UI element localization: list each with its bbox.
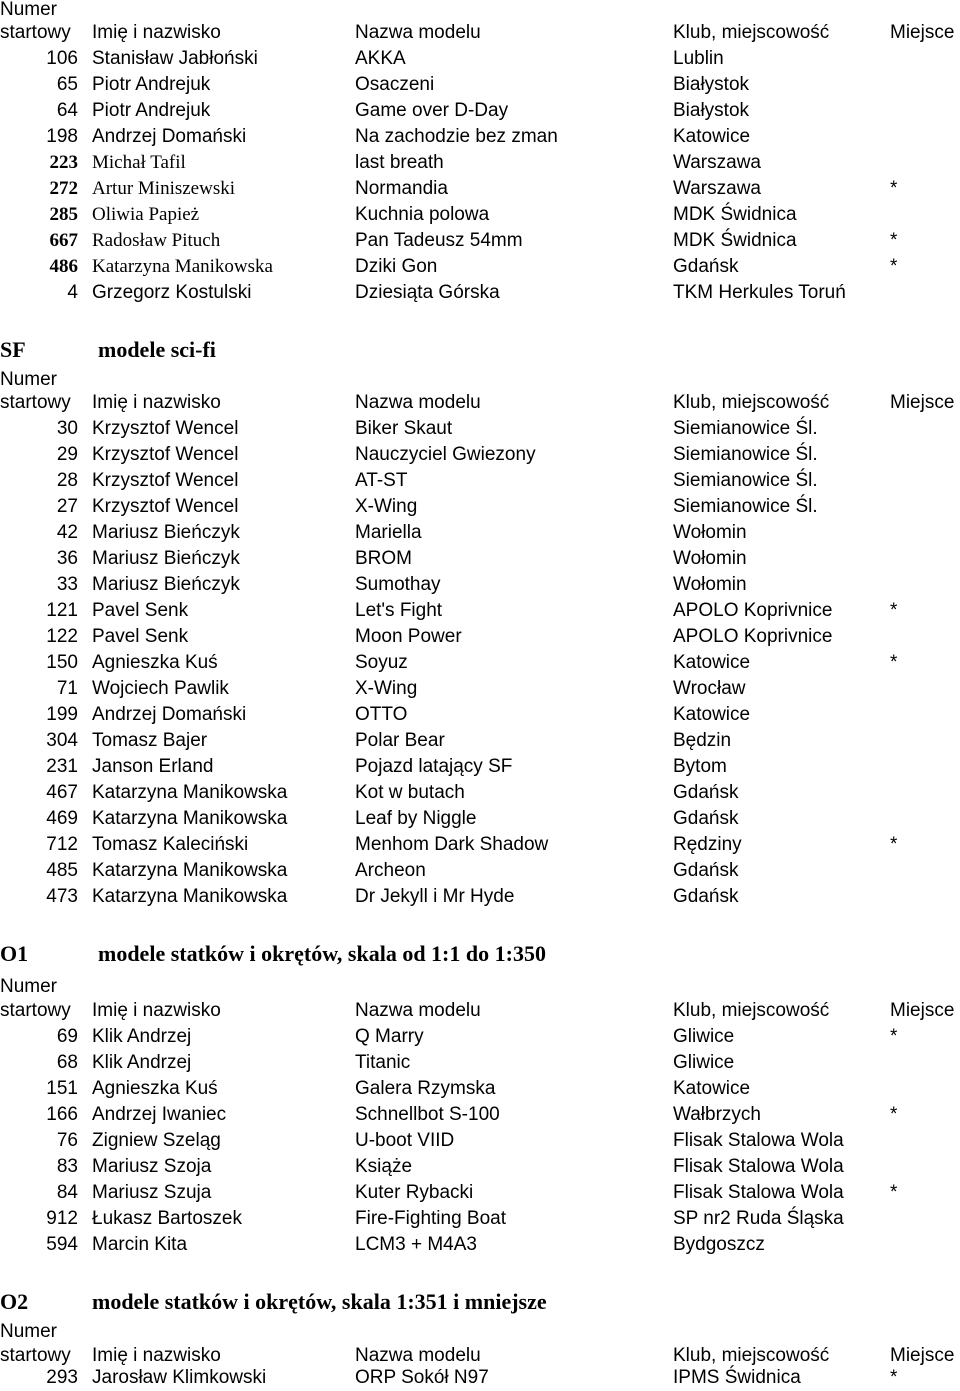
table-row: [0, 806, 960, 832]
participant-name: Pavel Senk: [92, 600, 189, 621]
header-name: Imię i nazwisko: [92, 1345, 221, 1366]
table-row: [0, 442, 960, 468]
header-name: Imię i nazwisko: [92, 392, 221, 413]
participant-name: Radosław Pituch: [92, 230, 221, 251]
header-club: Klub, miejscowość: [673, 22, 830, 43]
participant-name: Pavel Senk: [92, 626, 189, 647]
participant-name: Krzysztof Wencel: [92, 418, 239, 439]
table-row: [0, 754, 960, 780]
club-name: APOLO Koprivnice: [673, 600, 833, 621]
participant-name: Klik Andrzej: [92, 1026, 192, 1047]
participant-name: Katarzyna Manikowska: [92, 860, 288, 881]
start-number: 76: [56, 1130, 78, 1151]
table-row: [0, 1128, 960, 1154]
model-name: Dziesiąta Górska: [355, 282, 500, 303]
table-row: [0, 832, 960, 858]
start-number: 29: [56, 444, 78, 465]
model-name: Leaf by Niggle: [355, 808, 477, 829]
club-name: Wołomin: [673, 522, 747, 543]
table-header-line1: [0, 974, 960, 1000]
model-name: Game over D-Day: [355, 100, 509, 121]
table-row: [0, 572, 960, 598]
club-name: Gliwice: [673, 1026, 735, 1047]
place-mark: *: [890, 600, 898, 621]
table-row: [0, 176, 960, 202]
header-startowy: startowy: [0, 392, 71, 413]
table-row: [0, 650, 960, 676]
model-name: U-boot VIID: [355, 1130, 455, 1151]
participant-name: Artur Miniszewski: [92, 178, 236, 199]
club-name: Gdańsk: [673, 808, 739, 829]
header-name: Imię i nazwisko: [92, 22, 221, 43]
header-club: Klub, miejscowość: [673, 1345, 830, 1366]
table-row: [0, 884, 960, 910]
header-place: Miejsce: [890, 1000, 955, 1021]
club-name: Gliwice: [673, 1052, 735, 1073]
start-number: 166: [46, 1104, 78, 1125]
club-name: Siemianowice Śl.: [673, 418, 818, 439]
header-numer: Numer: [0, 1321, 58, 1342]
club-name: Będzin: [673, 730, 732, 751]
header-model: Nazwa modelu: [355, 1000, 481, 1021]
participant-name: Piotr Andrejuk: [92, 74, 211, 95]
club-name: Siemianowice Śl.: [673, 444, 818, 465]
model-name: Kot w butach: [355, 782, 465, 803]
club-name: Gdańsk: [673, 782, 739, 803]
table-row: [0, 416, 960, 442]
start-number: 4: [67, 282, 78, 303]
club-name: MDK Świdnica: [673, 204, 797, 225]
participant-name: Katarzyna Manikowska: [92, 782, 288, 803]
model-name: AT-ST: [355, 470, 408, 491]
start-number: 106: [46, 48, 78, 69]
participant-name: Katarzyna Manikowska: [92, 886, 288, 907]
model-name: Nauczyciel Gwiezony: [355, 444, 536, 465]
club-name: TKM Herkules Toruń: [673, 282, 846, 303]
start-number: 71: [56, 678, 78, 699]
model-name: Mariella: [355, 522, 422, 543]
participant-name: Grzegorz Kostulski: [92, 282, 252, 303]
club-name: Gdańsk: [673, 860, 739, 881]
section-code: O2: [0, 1289, 29, 1314]
section-code: O1: [0, 941, 29, 966]
model-name: Soyuz: [355, 652, 408, 673]
model-name: Fire-Fighting Boat: [355, 1208, 507, 1229]
model-name: Kuchnia polowa: [355, 204, 490, 225]
start-number: 304: [46, 730, 78, 751]
model-name: Kuter Rybacki: [355, 1182, 474, 1203]
start-number: 272: [49, 178, 78, 199]
model-name: OTTO: [355, 704, 408, 725]
table-row: [0, 702, 960, 728]
table-row: [0, 1232, 960, 1258]
header-numer: Numer: [0, 369, 58, 390]
header-place: Miejsce: [890, 22, 955, 43]
table-row: [0, 254, 960, 280]
start-number: 198: [46, 126, 78, 147]
header-numer: Numer: [0, 0, 58, 20]
start-number: 121: [46, 600, 78, 621]
participant-name: Andrzej Domański: [92, 126, 247, 147]
club-name: Bydgoszcz: [673, 1234, 765, 1255]
place-mark: *: [890, 652, 898, 673]
model-name: Polar Bear: [355, 730, 445, 751]
participant-name: Mariusz Szuja: [92, 1182, 212, 1203]
model-name: Na zachodzie bez zman: [355, 126, 558, 147]
table-row: [0, 1180, 960, 1206]
start-number: 667: [49, 230, 78, 251]
start-number: 151: [46, 1078, 78, 1099]
start-number: 69: [56, 1026, 78, 1047]
model-name: Titanic: [355, 1052, 411, 1073]
start-number: 199: [46, 704, 78, 725]
start-number: 485: [46, 860, 78, 881]
start-number: 912: [46, 1208, 78, 1229]
table-row: [0, 1365, 960, 1391]
participant-name: Klik Andrzej: [92, 1052, 192, 1073]
club-name: Wrocław: [673, 678, 746, 699]
club-name: Gdańsk: [673, 256, 739, 277]
model-name: ORP Sokół N97: [355, 1367, 489, 1388]
header-startowy: startowy: [0, 22, 71, 43]
start-number: 150: [46, 652, 78, 673]
model-name: Dr Jekyll i Mr Hyde: [355, 886, 515, 907]
section-heading-sf: [0, 335, 960, 365]
participant-name: Mariusz Bieńczyk: [92, 548, 240, 569]
club-name: MDK Świdnica: [673, 230, 797, 251]
model-name: Menhom Dark Shadow: [355, 834, 549, 855]
header-startowy: startowy: [0, 1000, 71, 1021]
participant-name: Mariusz Bieńczyk: [92, 574, 240, 595]
place-mark: *: [890, 178, 898, 199]
participant-name: Mariusz Szoja: [92, 1156, 212, 1177]
club-name: Rędziny: [673, 834, 742, 855]
club-name: Lublin: [673, 48, 724, 69]
model-name: Archeon: [355, 860, 426, 881]
model-name: Galera Rzymska: [355, 1078, 496, 1099]
club-name: Białystok: [673, 74, 750, 95]
start-number: 594: [46, 1234, 78, 1255]
model-name: X-Wing: [355, 496, 418, 517]
model-name: X-Wing: [355, 678, 418, 699]
participant-name: Jarosław Klimkowski: [92, 1367, 267, 1388]
participant-name: Agnieszka Kuś: [92, 652, 218, 673]
participant-name: Krzysztof Wencel: [92, 496, 239, 517]
start-number: 469: [46, 808, 78, 829]
table-row: [0, 124, 960, 150]
table-row: [0, 46, 960, 72]
table-row: [0, 780, 960, 806]
model-name: Osaczeni: [355, 74, 435, 95]
model-name: Sumothay: [355, 574, 441, 595]
header-numer: Numer: [0, 976, 58, 997]
header-club: Klub, miejscowość: [673, 1000, 830, 1021]
table-row: [0, 1102, 960, 1128]
table-row: [0, 280, 960, 306]
club-name: SP nr2 Ruda Śląska: [673, 1208, 844, 1229]
header-model: Nazwa modelu: [355, 22, 481, 43]
model-name: Pojazd latający SF: [355, 756, 513, 777]
club-name: Katowice: [673, 126, 751, 147]
table-header: [0, 20, 960, 46]
participant-name: Tomasz Kaleciński: [92, 834, 249, 855]
club-name: Warszawa: [673, 178, 761, 199]
place-mark: *: [890, 230, 898, 251]
section-title: modele sci-fi: [98, 337, 216, 362]
participant-name: Łukasz Bartoszek: [92, 1208, 242, 1229]
table-row: [0, 98, 960, 124]
club-name: Flisak Stalowa Wola: [673, 1130, 844, 1151]
participant-name: Zigniew Szeląg: [92, 1130, 221, 1151]
club-name: Katowice: [673, 1078, 751, 1099]
section-code: SF: [0, 337, 26, 362]
model-name: Schnellbot S-100: [355, 1104, 500, 1125]
table-row: [0, 520, 960, 546]
start-number: 33: [56, 574, 78, 595]
club-name: Bytom: [673, 756, 727, 777]
place-mark: *: [890, 1367, 898, 1388]
club-name: Gdańsk: [673, 886, 739, 907]
start-number: 27: [56, 496, 78, 517]
header-club: Klub, miejscowość: [673, 392, 830, 413]
table-row: [0, 598, 960, 624]
participant-name: Krzysztof Wencel: [92, 470, 239, 491]
header-name: Imię i nazwisko: [92, 1000, 221, 1021]
table-row: [0, 228, 960, 254]
table-row: [0, 624, 960, 650]
start-number: 293: [46, 1367, 78, 1388]
club-name: Katowice: [673, 704, 751, 725]
section-heading-o2: [0, 1287, 960, 1317]
table-row: [0, 676, 960, 702]
club-name: Siemianowice Śl.: [673, 470, 818, 491]
model-name: last breath: [355, 152, 444, 173]
place-mark: *: [890, 834, 898, 855]
participant-name: Oliwia Papież: [92, 204, 200, 225]
table-row: [0, 728, 960, 754]
participant-name: Katarzyna Manikowska: [92, 808, 288, 829]
model-name: Książe: [355, 1156, 413, 1177]
club-name: APOLO Koprivnice: [673, 626, 833, 647]
model-name: Moon Power: [355, 626, 462, 647]
participant-name: Marcin Kita: [92, 1234, 188, 1255]
model-name: Biker Skaut: [355, 418, 453, 439]
model-name: Normandia: [355, 178, 448, 199]
model-name: Pan Tadeusz 54mm: [355, 230, 523, 251]
start-number: 65: [56, 74, 78, 95]
model-name: BROM: [355, 548, 412, 569]
header-model: Nazwa modelu: [355, 392, 481, 413]
club-name: Katowice: [673, 652, 751, 673]
start-number: 231: [46, 756, 78, 777]
section-title: modele statków i okrętów, skala 1:351 i mniejsze: [92, 1289, 547, 1314]
model-name: Dziki Gon: [355, 256, 438, 277]
start-number: 473: [46, 886, 78, 907]
table-row: [0, 546, 960, 572]
start-number: 223: [49, 152, 78, 173]
table-header: [0, 390, 960, 416]
start-number: 28: [56, 470, 78, 491]
participant-name: Katarzyna Manikowska: [92, 256, 273, 277]
table-row: [0, 468, 960, 494]
start-number: 486: [49, 256, 78, 277]
participant-name: Tomasz Bajer: [92, 730, 208, 751]
model-name: LCM3 + M4A3: [355, 1234, 477, 1255]
table-row: [0, 150, 960, 176]
club-name: IPMS Świdnica: [673, 1367, 801, 1388]
table-row: [0, 494, 960, 520]
table-row: [0, 858, 960, 884]
header-startowy: startowy: [0, 1345, 71, 1366]
header-place: Miejsce: [890, 1345, 955, 1366]
participant-name: Piotr Andrejuk: [92, 100, 211, 121]
place-mark: *: [890, 1026, 898, 1047]
club-name: Siemianowice Śl.: [673, 496, 818, 517]
club-name: Białystok: [673, 100, 750, 121]
club-name: Wałbrzych: [673, 1104, 761, 1125]
section-title: modele statków i okrętów, skala od 1:1 do 1:350: [98, 941, 546, 966]
participant-name: Agnieszka Kuś: [92, 1078, 218, 1099]
start-number: 84: [56, 1182, 78, 1203]
table-header: [0, 998, 960, 1024]
table-row: [0, 1024, 960, 1050]
table-row: [0, 1050, 960, 1076]
start-number: 467: [46, 782, 78, 803]
club-name: Flisak Stalowa Wola: [673, 1182, 844, 1203]
participant-name: Wojciech Pawlik: [92, 678, 229, 699]
place-mark: *: [890, 1182, 898, 1203]
model-name: Let's Fight: [355, 600, 443, 621]
club-name: Flisak Stalowa Wola: [673, 1156, 844, 1177]
section-heading-o1: [0, 939, 960, 969]
participant-name: Stanisław Jabłoński: [92, 48, 258, 69]
header-place: Miejsce: [890, 392, 955, 413]
participant-name: Andrzej Iwaniec: [92, 1104, 227, 1125]
start-number: 712: [46, 834, 78, 855]
start-number: 122: [46, 626, 78, 647]
table-row: [0, 72, 960, 98]
start-number: 285: [49, 204, 78, 225]
participant-name: Janson Erland: [92, 756, 214, 777]
club-name: Wołomin: [673, 574, 747, 595]
table-row: [0, 202, 960, 228]
start-number: 68: [56, 1052, 78, 1073]
place-mark: *: [890, 1104, 898, 1125]
participant-name: Michał Tafil: [92, 152, 186, 173]
start-number: 36: [56, 548, 78, 569]
table-row: [0, 1206, 960, 1232]
club-name: Wołomin: [673, 548, 747, 569]
model-name: Q Marry: [355, 1026, 424, 1047]
model-name: AKKA: [355, 48, 406, 69]
table-header-line1: [0, 1319, 960, 1345]
start-number: 42: [56, 522, 78, 543]
start-number: 83: [56, 1156, 78, 1177]
header-model: Nazwa modelu: [355, 1345, 481, 1366]
participant-name: Mariusz Bieńczyk: [92, 522, 240, 543]
participant-name: Andrzej Domański: [92, 704, 247, 725]
participant-name: Krzysztof Wencel: [92, 444, 239, 465]
place-mark: *: [890, 256, 898, 277]
club-name: Warszawa: [673, 152, 761, 173]
start-number: 64: [56, 100, 78, 121]
table-row: [0, 1076, 960, 1102]
table-row: [0, 1154, 960, 1180]
start-number: 30: [56, 418, 78, 439]
